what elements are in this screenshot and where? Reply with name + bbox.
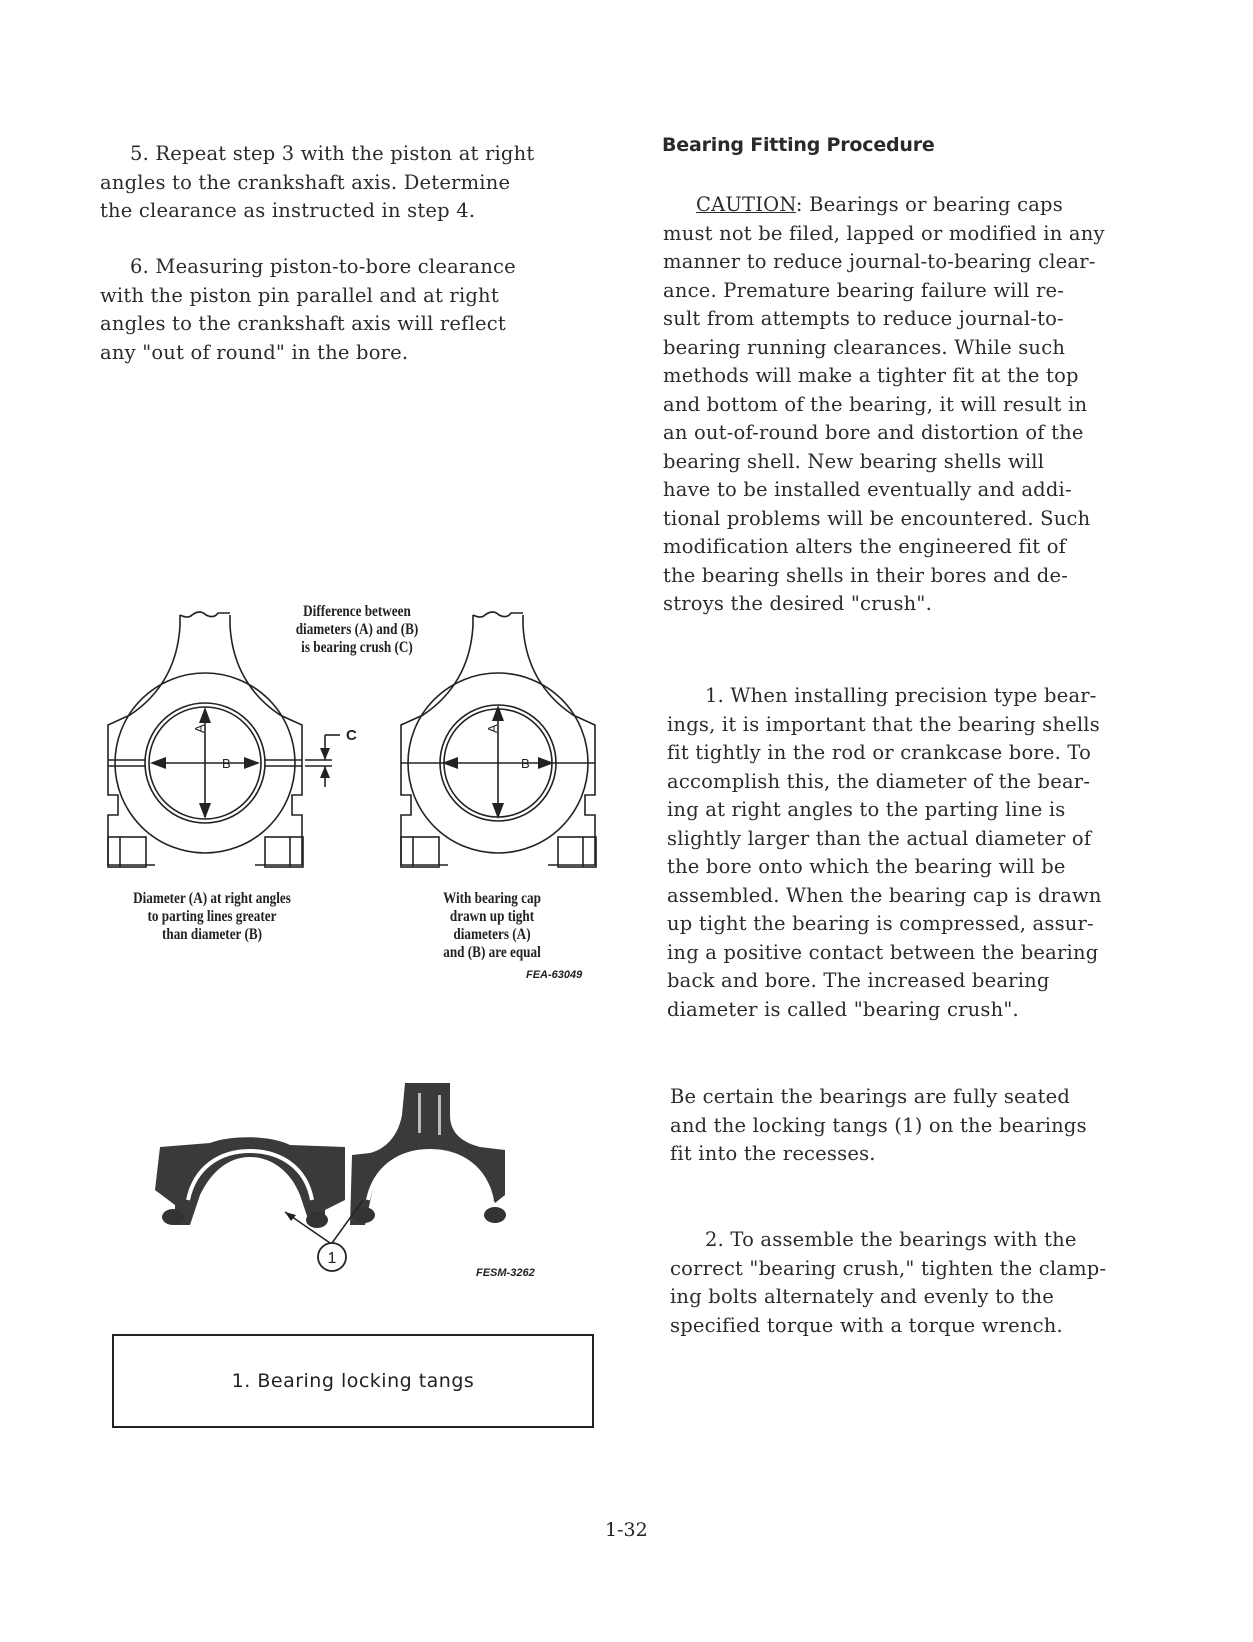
- text-line: ing at right angles to the parting line is: [667, 798, 1066, 821]
- text-line: with the piston pin parallel and at right: [100, 283, 499, 307]
- text-line: 6. Measuring piston-to-bore clearance: [130, 255, 516, 278]
- text-line: an out-of-round bore and distortion of the: [663, 421, 1084, 444]
- step-1-paragraph: [667, 682, 1102, 1024]
- caption-line: drawn up tight: [449, 908, 535, 925]
- dimension-c-label: C: [346, 727, 357, 744]
- section-heading: Bearing Fitting Procedure: [662, 134, 935, 156]
- caution-first-line: : Bearings or bearing caps: [795, 193, 1063, 216]
- text-line: [663, 191, 1105, 220]
- text-line: correct "bearing crush," tighten the clamp-: [670, 1256, 1107, 1280]
- legend-item-1: 1. Bearing locking tangs: [231, 1370, 475, 1392]
- text-line: ance. Premature bearing failure will re-: [663, 278, 1065, 302]
- text-line: have to be installed eventually and addi-: [663, 478, 1072, 501]
- step-6-paragraph: [100, 253, 516, 367]
- text-line: ing a positive contact between the bearing: [667, 940, 1099, 964]
- text-line: the bearing shells in their bores and de-: [663, 563, 1069, 587]
- figure1-left-caption: [110, 890, 314, 944]
- caption-line: With bearing cap: [443, 890, 541, 907]
- text-line: slightly larger than the actual diameter of: [667, 826, 1092, 850]
- dimension-b-label: B: [521, 756, 530, 771]
- text-line: manner to reduce journal-to-bearing clear-: [663, 250, 1096, 273]
- label-line: Difference between: [303, 603, 411, 620]
- text-line: bearing running clearances. While such: [663, 335, 1066, 359]
- figure2-legend-box: [112, 1334, 594, 1428]
- connecting-rod-diagram-right: [393, 605, 613, 885]
- text-line: 2. To assemble the bearings with the: [705, 1228, 1077, 1251]
- text-line: tional problems will be encountered. Such: [663, 506, 1091, 530]
- dimension-b-label: B: [222, 756, 231, 771]
- figure1-right-caption: [424, 890, 560, 962]
- caption-line: than diameter (B): [161, 926, 263, 943]
- text-line: fit tightly in the rod or crankcase bore. To: [667, 741, 1092, 764]
- caption-line: diameters (A): [453, 926, 531, 943]
- step-5-paragraph: [100, 140, 534, 226]
- connecting-rod-diagram-left: [100, 605, 360, 885]
- text-line: diameter is called "bearing crush".: [667, 997, 1019, 1021]
- text-line: 5. Repeat step 3 with the piston at right: [130, 142, 535, 165]
- caption-line: and (B) are equal: [443, 944, 541, 961]
- text-line: methods will make a tighter fit at the top: [663, 364, 1079, 387]
- dimension-a-label: A: [192, 724, 207, 733]
- text-line: ings, it is important that the bearing shells: [667, 712, 1100, 736]
- label-line: diameters (A) and (B): [295, 621, 419, 638]
- text-line: sult from attempts to reduce journal-to-: [663, 307, 1064, 330]
- text-line: 1. When installing precision type bear-: [705, 684, 1097, 707]
- note-paragraph: [670, 1083, 1087, 1169]
- caution-paragraph: [663, 191, 1105, 619]
- callout-1-label: 1: [327, 1250, 337, 1267]
- text-line: the clearance as instructed in step 4.: [100, 199, 476, 222]
- text-line: the bore onto which the bearing will be: [667, 855, 1066, 878]
- text-line: Be certain the bearings are fully seated: [670, 1085, 1071, 1108]
- text-line: must not be filed, lapped or modified in any: [663, 221, 1105, 245]
- text-line: and the locking tangs (1) on the bearings: [670, 1113, 1087, 1137]
- text-line: angles to the crankshaft axis. Determine: [100, 170, 511, 194]
- text-line: up tight the bearing is compressed, assur-: [667, 912, 1094, 935]
- text-line: stroys the desired "crush".: [663, 592, 932, 615]
- caption-line: to parting lines greater: [147, 908, 277, 925]
- label-line: is bearing crush (C): [301, 639, 413, 656]
- text-line: angles to the crankshaft axis will reflect: [100, 312, 506, 335]
- text-line: ing bolts alternately and evenly to the: [670, 1285, 1055, 1308]
- text-line: assembled. When the bearing cap is drawn: [667, 883, 1102, 907]
- bearing-photo: [150, 1075, 510, 1305]
- text-line: bearing shell. New bearing shells will: [663, 449, 1045, 473]
- caution-label: CAUTION: [696, 193, 796, 216]
- text-line: modification alters the engineered fit of: [663, 535, 1067, 558]
- caption-line: Diameter (A) at right angles: [133, 890, 291, 907]
- page-number: 1-32: [605, 1519, 648, 1541]
- text-line: and bottom of the bearing, it will result in: [663, 392, 1088, 416]
- text-line: any "out of round" in the bore.: [100, 340, 409, 364]
- figure2-code: FESM-3262: [476, 1267, 535, 1279]
- dimension-a-label: A: [485, 724, 500, 733]
- step-2-paragraph: [670, 1226, 1106, 1340]
- text-line: back and bore. The increased bearing: [667, 969, 1050, 992]
- text-line: specified torque with a torque wrench.: [670, 1313, 1063, 1337]
- text-line: fit into the recesses.: [670, 1142, 876, 1165]
- figure1-code: FEA-63049: [526, 969, 583, 981]
- text-line: accomplish this, the diameter of the bear-: [667, 769, 1091, 793]
